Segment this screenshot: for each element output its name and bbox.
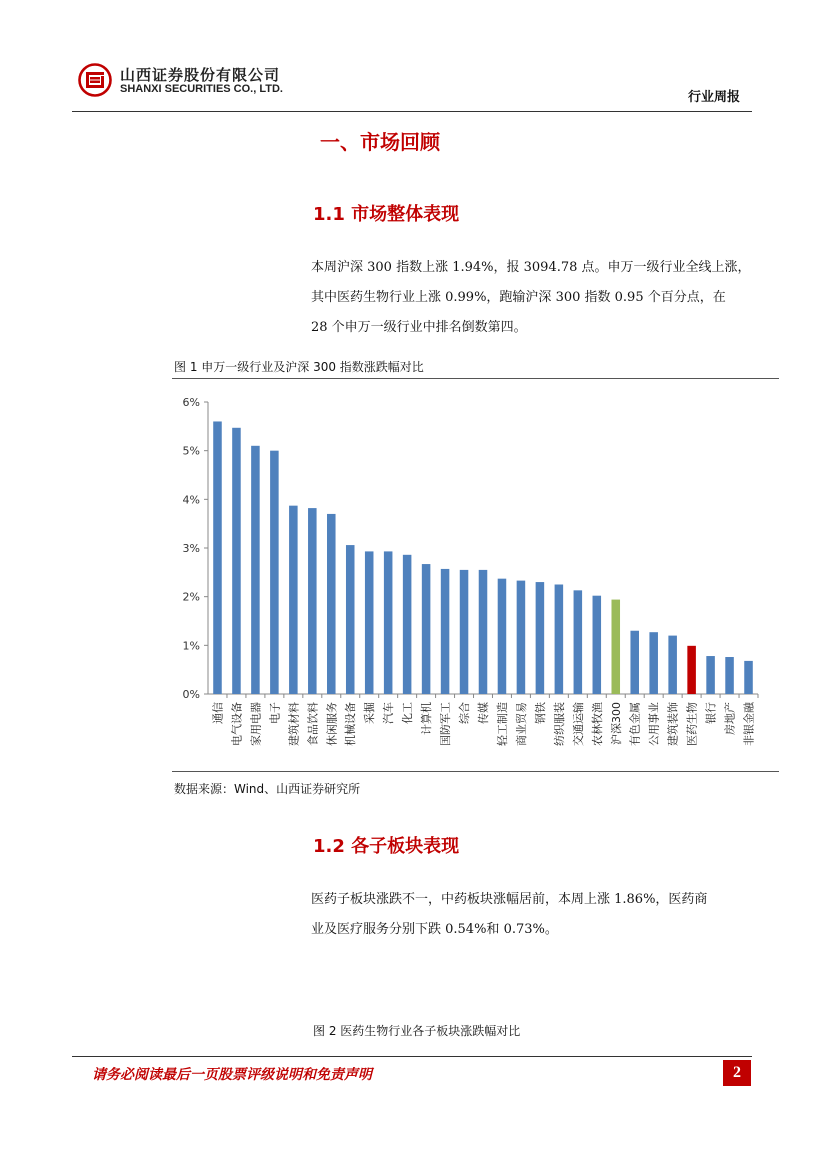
industry-returns-bar-chart [172, 384, 760, 764]
x-tick-label: 沪深300 [609, 702, 623, 745]
disclaimer-text: 请务必阅读最后一页股票评级说明和免责声明 [92, 1067, 372, 1083]
x-tick-label: 食品饮料 [306, 702, 320, 746]
report-type-label: 行业周报 [688, 90, 741, 105]
page-number: 2 [723, 1060, 751, 1086]
y-tick-label: 1% [182, 639, 200, 653]
x-tick-label: 房地产 [723, 702, 737, 735]
subsection-2-paragraph [311, 885, 753, 945]
x-tick-label: 公用事业 [647, 702, 661, 746]
bar [403, 555, 412, 694]
x-tick-label: 汽车 [382, 702, 396, 724]
bar [725, 657, 734, 694]
x-tick-label: 化工 [401, 702, 415, 724]
x-tick-label: 休闲服务 [325, 702, 339, 746]
figure-1-top-rule [172, 378, 779, 379]
bar [346, 545, 355, 694]
bar [441, 569, 450, 694]
x-tick-label: 钢铁 [533, 702, 547, 724]
x-tick-label: 建筑材料 [287, 702, 301, 746]
y-tick-label: 5% [182, 444, 200, 458]
bar [593, 596, 602, 694]
y-tick-label: 2% [182, 590, 200, 604]
bar [422, 564, 431, 694]
x-tick-label: 综合 [458, 702, 472, 724]
bar [649, 632, 658, 694]
subsection-title-2: 1.2 各子板块表现 [313, 836, 460, 857]
x-tick-label: 计算机 [420, 702, 434, 735]
bar [498, 579, 507, 694]
section-title: 一、市场回顾 [320, 130, 440, 154]
y-tick-label: 0% [182, 688, 200, 701]
bar [687, 646, 696, 694]
paragraph-line: 28 个申万一级行业中排名倒数第四。 [311, 320, 527, 335]
x-tick-label: 机械设备 [344, 702, 358, 746]
bar [232, 428, 241, 694]
header-divider [72, 111, 752, 112]
x-tick-label: 纺织服装 [552, 702, 566, 746]
x-tick-label: 电子 [268, 702, 282, 724]
paragraph-line: 其中医药生物行业上涨 0.99%，跑输沪深 300 指数 0.95 个百分点，在 [311, 290, 726, 305]
bar [327, 514, 336, 694]
bar [706, 656, 715, 694]
company-name-cn: 山西证券股份有限公司 [120, 66, 281, 84]
subsection-1-paragraph [311, 253, 753, 343]
bar [479, 570, 488, 694]
x-tick-label: 医药生物 [685, 702, 699, 746]
x-tick-label: 传媒 [477, 702, 490, 724]
bar [517, 581, 526, 694]
bar [251, 446, 260, 694]
bar [536, 582, 545, 694]
bar [555, 585, 564, 695]
x-tick-label: 国防军工 [439, 702, 453, 746]
x-tick-label: 建筑装饰 [666, 702, 680, 746]
x-tick-label: 农林牧渔 [590, 702, 604, 746]
paragraph-line: 业及医疗服务分别下跌 0.54%和 0.73%。 [311, 922, 558, 937]
footer-divider [72, 1056, 752, 1057]
x-tick-label: 有色金属 [628, 702, 642, 746]
y-tick-label: 4% [182, 493, 200, 507]
subsection-title-1: 1.1 市场整体表现 [313, 204, 460, 225]
x-tick-label: 银行 [704, 702, 718, 724]
figure-1-bottom-rule [172, 771, 779, 772]
bar [574, 590, 583, 694]
x-tick-label: 通信 [211, 702, 225, 724]
x-tick-label: 采掘 [363, 702, 377, 724]
bar [308, 508, 317, 694]
x-tick-label: 轻工制造 [495, 702, 509, 746]
bar [289, 506, 298, 694]
paragraph-line: 医药子板块涨跌不一，中药板块涨幅居前，本周上涨 1.86%，医药商 [311, 892, 708, 907]
company-name-en: SHANXI SECURITIES CO., LTD. [120, 83, 283, 95]
paragraph-line: 本周沪深 300 指数上涨 1.94%，报 3094.78 点。申万一级行业全线上涨， [311, 260, 751, 275]
x-tick-label: 家用电器 [249, 702, 263, 746]
x-tick-label: 非银金融 [742, 702, 756, 746]
bar [460, 570, 469, 694]
bar [384, 551, 393, 694]
x-tick-label: 电气设备 [230, 702, 244, 746]
bar [213, 421, 222, 694]
bar [270, 451, 279, 694]
y-tick-label: 6% [182, 396, 200, 409]
company-logo-icon [78, 63, 112, 97]
bar [744, 661, 753, 694]
x-tick-label: 商业贸易 [514, 702, 528, 746]
y-tick-label: 3% [182, 542, 200, 555]
bar [668, 636, 677, 694]
bar [630, 631, 639, 694]
x-tick-label: 交通运输 [571, 702, 585, 746]
bar [365, 551, 374, 694]
figure-1-source: 数据来源：Wind、山西证券研究所 [174, 782, 361, 796]
figure-1-title: 图 1 申万一级行业及沪深 300 指数涨跌幅对比 [174, 360, 424, 374]
bar [611, 600, 620, 694]
figure-2-title: 图 2 医药生物行业各子板块涨跌幅对比 [313, 1024, 521, 1038]
